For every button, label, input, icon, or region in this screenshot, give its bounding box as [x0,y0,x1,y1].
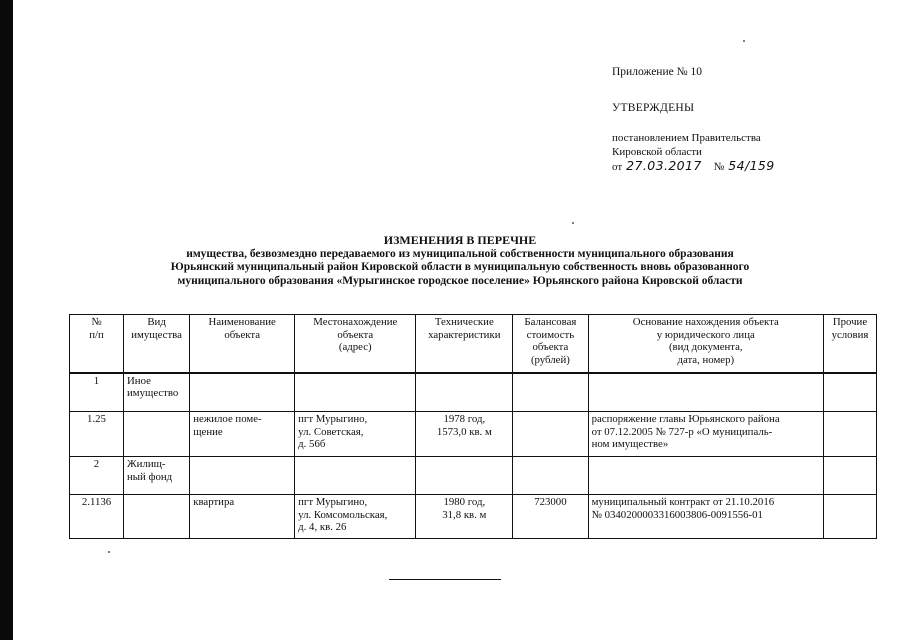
cell-line: 1573,0 кв. м [436,425,492,438]
decree-line-2: Кировской области [612,146,702,158]
row-name [190,412,295,457]
row-location [295,373,416,412]
cell-line: условия [831,328,869,341]
row-balance [513,412,588,457]
row-other [823,495,876,539]
cell-line: 1980 год, [443,496,486,508]
cell-line: щение [193,425,223,438]
header-num [70,315,124,373]
cell-line: у юридического лица [656,328,755,341]
table-row [70,457,877,495]
row-location [295,412,416,457]
heading-line-2: Юрьянский муниципальный район Кировской области в муниципальную собственность вновь образованного [170,261,750,273]
cell-line: Технические [434,316,494,328]
scan-speck [108,551,110,553]
decree-date-line [612,159,775,174]
header-kind [124,315,190,373]
cell-line: д. 56б [298,438,326,450]
row-basis [588,457,823,495]
cell-line: Наименование [208,316,276,328]
cell-line: (вид документа, [668,341,743,353]
cell-line: от 07.12.2005 № 727-р «О муниципаль- [591,425,773,438]
heading-title: ИЗМЕНЕНИЯ В ПЕРЕЧНЕ [383,233,537,247]
header-tech [416,315,513,373]
row-tech [416,495,513,539]
cell-line: дата, номер) [677,353,735,366]
cell-line: характеристики [428,328,501,341]
header-other [823,315,876,373]
table-header-row [70,315,877,373]
cell-line: д. 4, кв. 26 [298,521,347,533]
cell-line: имущества [131,328,182,341]
cell-line: стоимость [526,328,575,341]
bottom-separator-line [389,579,501,580]
header-balance [513,315,588,373]
decree-line-1: постановлением Правительства [612,132,761,144]
cell-line: 31,8 кв. м [442,508,487,521]
row-kind [124,495,190,539]
table-row [70,495,877,539]
row-num: 2 [70,457,124,495]
table-row [70,412,877,457]
decree-number-handwritten: 54/159 [728,158,775,173]
cell-line: 1978 год, [443,413,486,425]
decree-date-prefix: от [612,161,623,173]
table-row [70,373,877,412]
row-kind [124,373,190,412]
property-table [69,314,877,539]
header-name [190,315,295,373]
row-tech [416,457,513,495]
document-heading [110,234,810,288]
header-basis [588,315,823,373]
decree-block [612,131,775,174]
decree-date-handwritten: 27.03.2017 [626,158,702,173]
row-num: 2.1136 [70,495,124,539]
approved-label: УТВЕРЖДЕНЫ [612,102,695,114]
cell-line: ул. Комсомольская, [298,508,388,521]
scan-speck [743,40,745,42]
row-location [295,457,416,495]
cell-line: (адрес) [338,341,372,353]
cell-line: Вид [147,316,166,328]
row-tech [416,373,513,412]
row-name [190,495,295,539]
row-basis [588,373,823,412]
cell-line: ном имуществе» [591,438,669,450]
cell-line: объекта [337,328,374,341]
row-name [190,373,295,412]
row-other [823,412,876,457]
row-balance [513,457,588,495]
row-balance: 723000 [513,495,588,539]
cell-line: квартира [193,496,235,508]
cell-line: Жилищ- [127,458,166,470]
cell-line: объекта [532,341,569,353]
cell-line: № 0340200003316003806-0091556-01 [591,508,763,521]
cell-line: (рублей) [530,353,570,366]
cell-line: нежилое поме- [193,413,262,425]
cell-line: п/п [89,328,104,341]
row-kind [124,457,190,495]
cell-line: объекта [224,328,261,341]
row-balance [513,373,588,412]
cell-line: Прочие [832,316,868,328]
scan-speck [572,222,574,224]
row-basis [588,412,823,457]
cell-line: ул. Советская, [298,425,364,438]
decree-number-prefix: № [713,161,725,173]
cell-line: имущество [127,387,179,399]
row-other [823,373,876,412]
heading-line-1: имущества, безвозмездно передаваемого из муниципальной собственности муниципального образования [186,247,734,260]
cell-line: муниципальный контракт от 21.10.2016 [591,496,775,508]
cell-line: ный фонд [127,470,173,483]
row-num: 1.25 [70,412,124,457]
row-name [190,457,295,495]
cell-line: Местонахождение [313,316,398,328]
scan-edge-bar [0,0,13,640]
cell-line: Балансовая [524,316,577,328]
row-location [295,495,416,539]
row-other [823,457,876,495]
row-kind [124,412,190,457]
row-num: 1 [70,373,124,412]
heading-line-3: муниципального образования «Мурыгинское городское поселение» Юрьянского района Кировской области [177,274,743,287]
header-location [295,315,416,373]
cell-line: распоряжение главы Юрьянского района [591,413,780,425]
row-tech [416,412,513,457]
row-basis [588,495,823,539]
cell-line: Иное [127,374,151,387]
cell-line: Основание нахождения объекта [632,316,779,328]
cell-line: пгт Мурыгино, [298,496,368,508]
cell-line: № [91,316,102,328]
cell-line: пгт Мурыгино, [298,413,368,425]
appendix-label: Приложение № 10 [612,66,702,78]
